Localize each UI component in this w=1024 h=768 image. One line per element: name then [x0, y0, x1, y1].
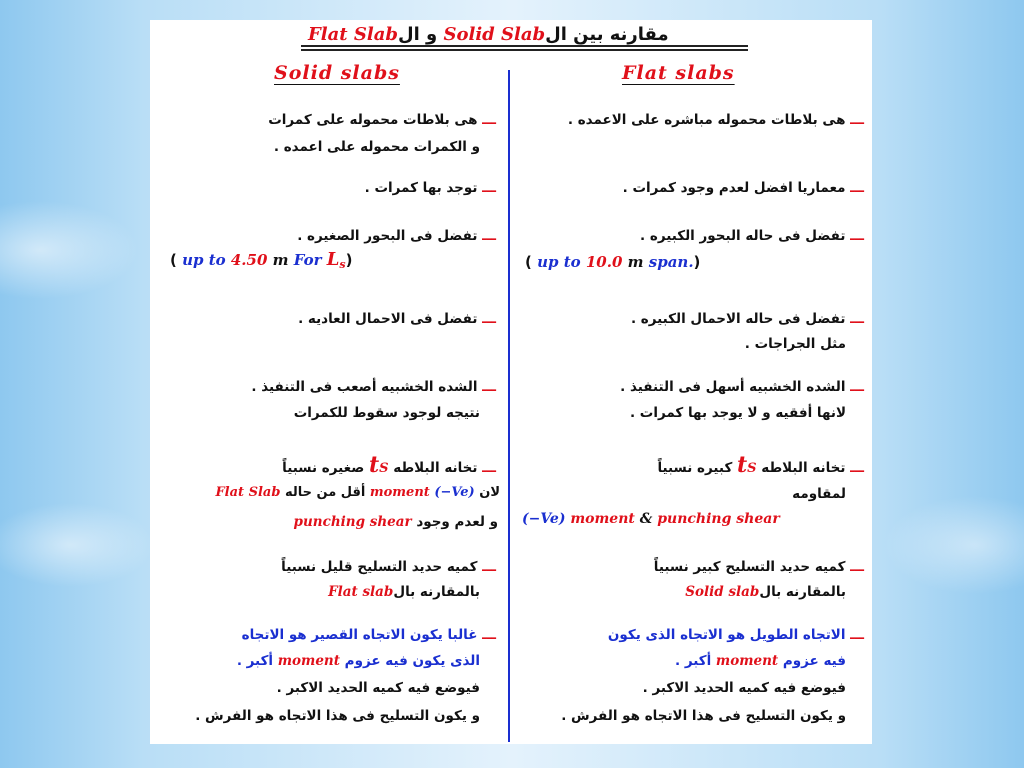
slide: [150, 20, 872, 744]
flat-row3-line1: ـــ تفضل فى حاله البحور الكبيره .: [640, 228, 864, 244]
flat-row6-line1: ـــ تخانه البلاطه tS كبيره نسبياً: [657, 452, 864, 478]
solid-row3-line1: ـــ تفضل فى البحور الصغيره .: [297, 228, 496, 244]
flat-row1-line1: ـــ هى بلاطات محموله مباشره على الاعمده .: [567, 112, 864, 128]
solid-row5-line2: نتيجه لوجود سقوط للكمرات: [293, 405, 480, 421]
flat-row8-line4: و يكون التسليح فى هذا الاتجاه هو الفرش .: [561, 708, 846, 724]
solid-row4-line1: ـــ تفضل فى الاحمال العاديه .: [298, 311, 496, 327]
title-solid: Solid Slab: [443, 24, 546, 45]
solid-row6-line2: لان (−Ve) moment أقل من حاله Flat Slab: [215, 485, 500, 500]
title-prefix: مقارنه بين ال: [545, 24, 669, 45]
flat-row8-line3: فيوضع فيه كميه الحديد الاكبر .: [642, 680, 846, 696]
header-solid-slabs: Solid slabs: [274, 62, 400, 84]
column-divider: [508, 70, 510, 742]
solid-row3-span: ( up to 4.50 m For $L_s$): [170, 249, 353, 271]
title-and: و ال: [397, 24, 438, 45]
solid-row2-line1: ـــ توجد بها كمرات .: [364, 180, 496, 196]
title-flat: Flat Slab: [308, 24, 398, 45]
solid-row6-line1: ـــ تخانه البلاطه tS صغيره نسبياً: [282, 452, 496, 478]
solid-row8-line1: ـــ غالبا يكون الاتجاه القصير هو الاتجاه: [241, 627, 496, 643]
solid-row6-line3: و لعدم وجود punching shear: [293, 514, 498, 530]
flat-row3-span: ( up to 10.0 m span.): [525, 253, 701, 271]
flat-row5-line1: ـــ الشده الخشبيه أسهل فى التنفيذ .: [620, 379, 864, 395]
header-flat-slabs: Flat slabs: [622, 62, 735, 84]
flat-row8-line1: ـــ الاتجاه الطويل هو الاتجاه الذى يكون: [607, 627, 864, 643]
solid-row8-line3: فيوضع فيه كميه الحديد الاكبر .: [276, 680, 480, 696]
flat-row2-line1: ـــ معماريا افضل لعدم وجود كمرات .: [622, 180, 864, 196]
solid-row8-line2: الذى يكون فيه عزوم moment أكبر .: [236, 653, 480, 669]
flat-row5-line2: لانها أفقيه و لا يوجد بها كمرات .: [629, 405, 846, 421]
solid-row1-line2: و الكمرات محموله على اعمده .: [273, 139, 480, 155]
solid-row8-line4: و يكون التسليح فى هذا الاتجاه هو الفرش .: [195, 708, 480, 724]
flat-row6-line2: لمقاومه: [792, 486, 846, 502]
solid-row1-line1: ـــ هى بلاطات محموله على كمرات: [268, 112, 496, 128]
title-rule-bottom: [301, 49, 748, 51]
solid-row7-line2: بالمقارنه بالFlat slab: [328, 584, 480, 600]
flat-row4-line1: ـــ تفضل فى حاله الاحمال الكبيره .: [630, 311, 864, 327]
title-rule-top: [301, 45, 748, 47]
solid-row7-line1: ـــ كميه حديد التسليح قليل نسبياً: [281, 559, 496, 575]
flat-row8-line2: فيه عزوم moment أكبر .: [675, 653, 846, 669]
flat-row4-line2: مثل الجراجات .: [744, 336, 846, 352]
flat-row7-line2: بالمقارنه بالSolid slab: [685, 584, 846, 600]
flat-row6-line3: (−Ve) moment & punching shear: [522, 511, 780, 527]
solid-row5-line1: ـــ الشده الخشبيه أصعب فى التنفيذ .: [251, 379, 496, 395]
flat-row7-line1: ـــ كميه حديد التسليح كبير نسبياً: [653, 559, 864, 575]
